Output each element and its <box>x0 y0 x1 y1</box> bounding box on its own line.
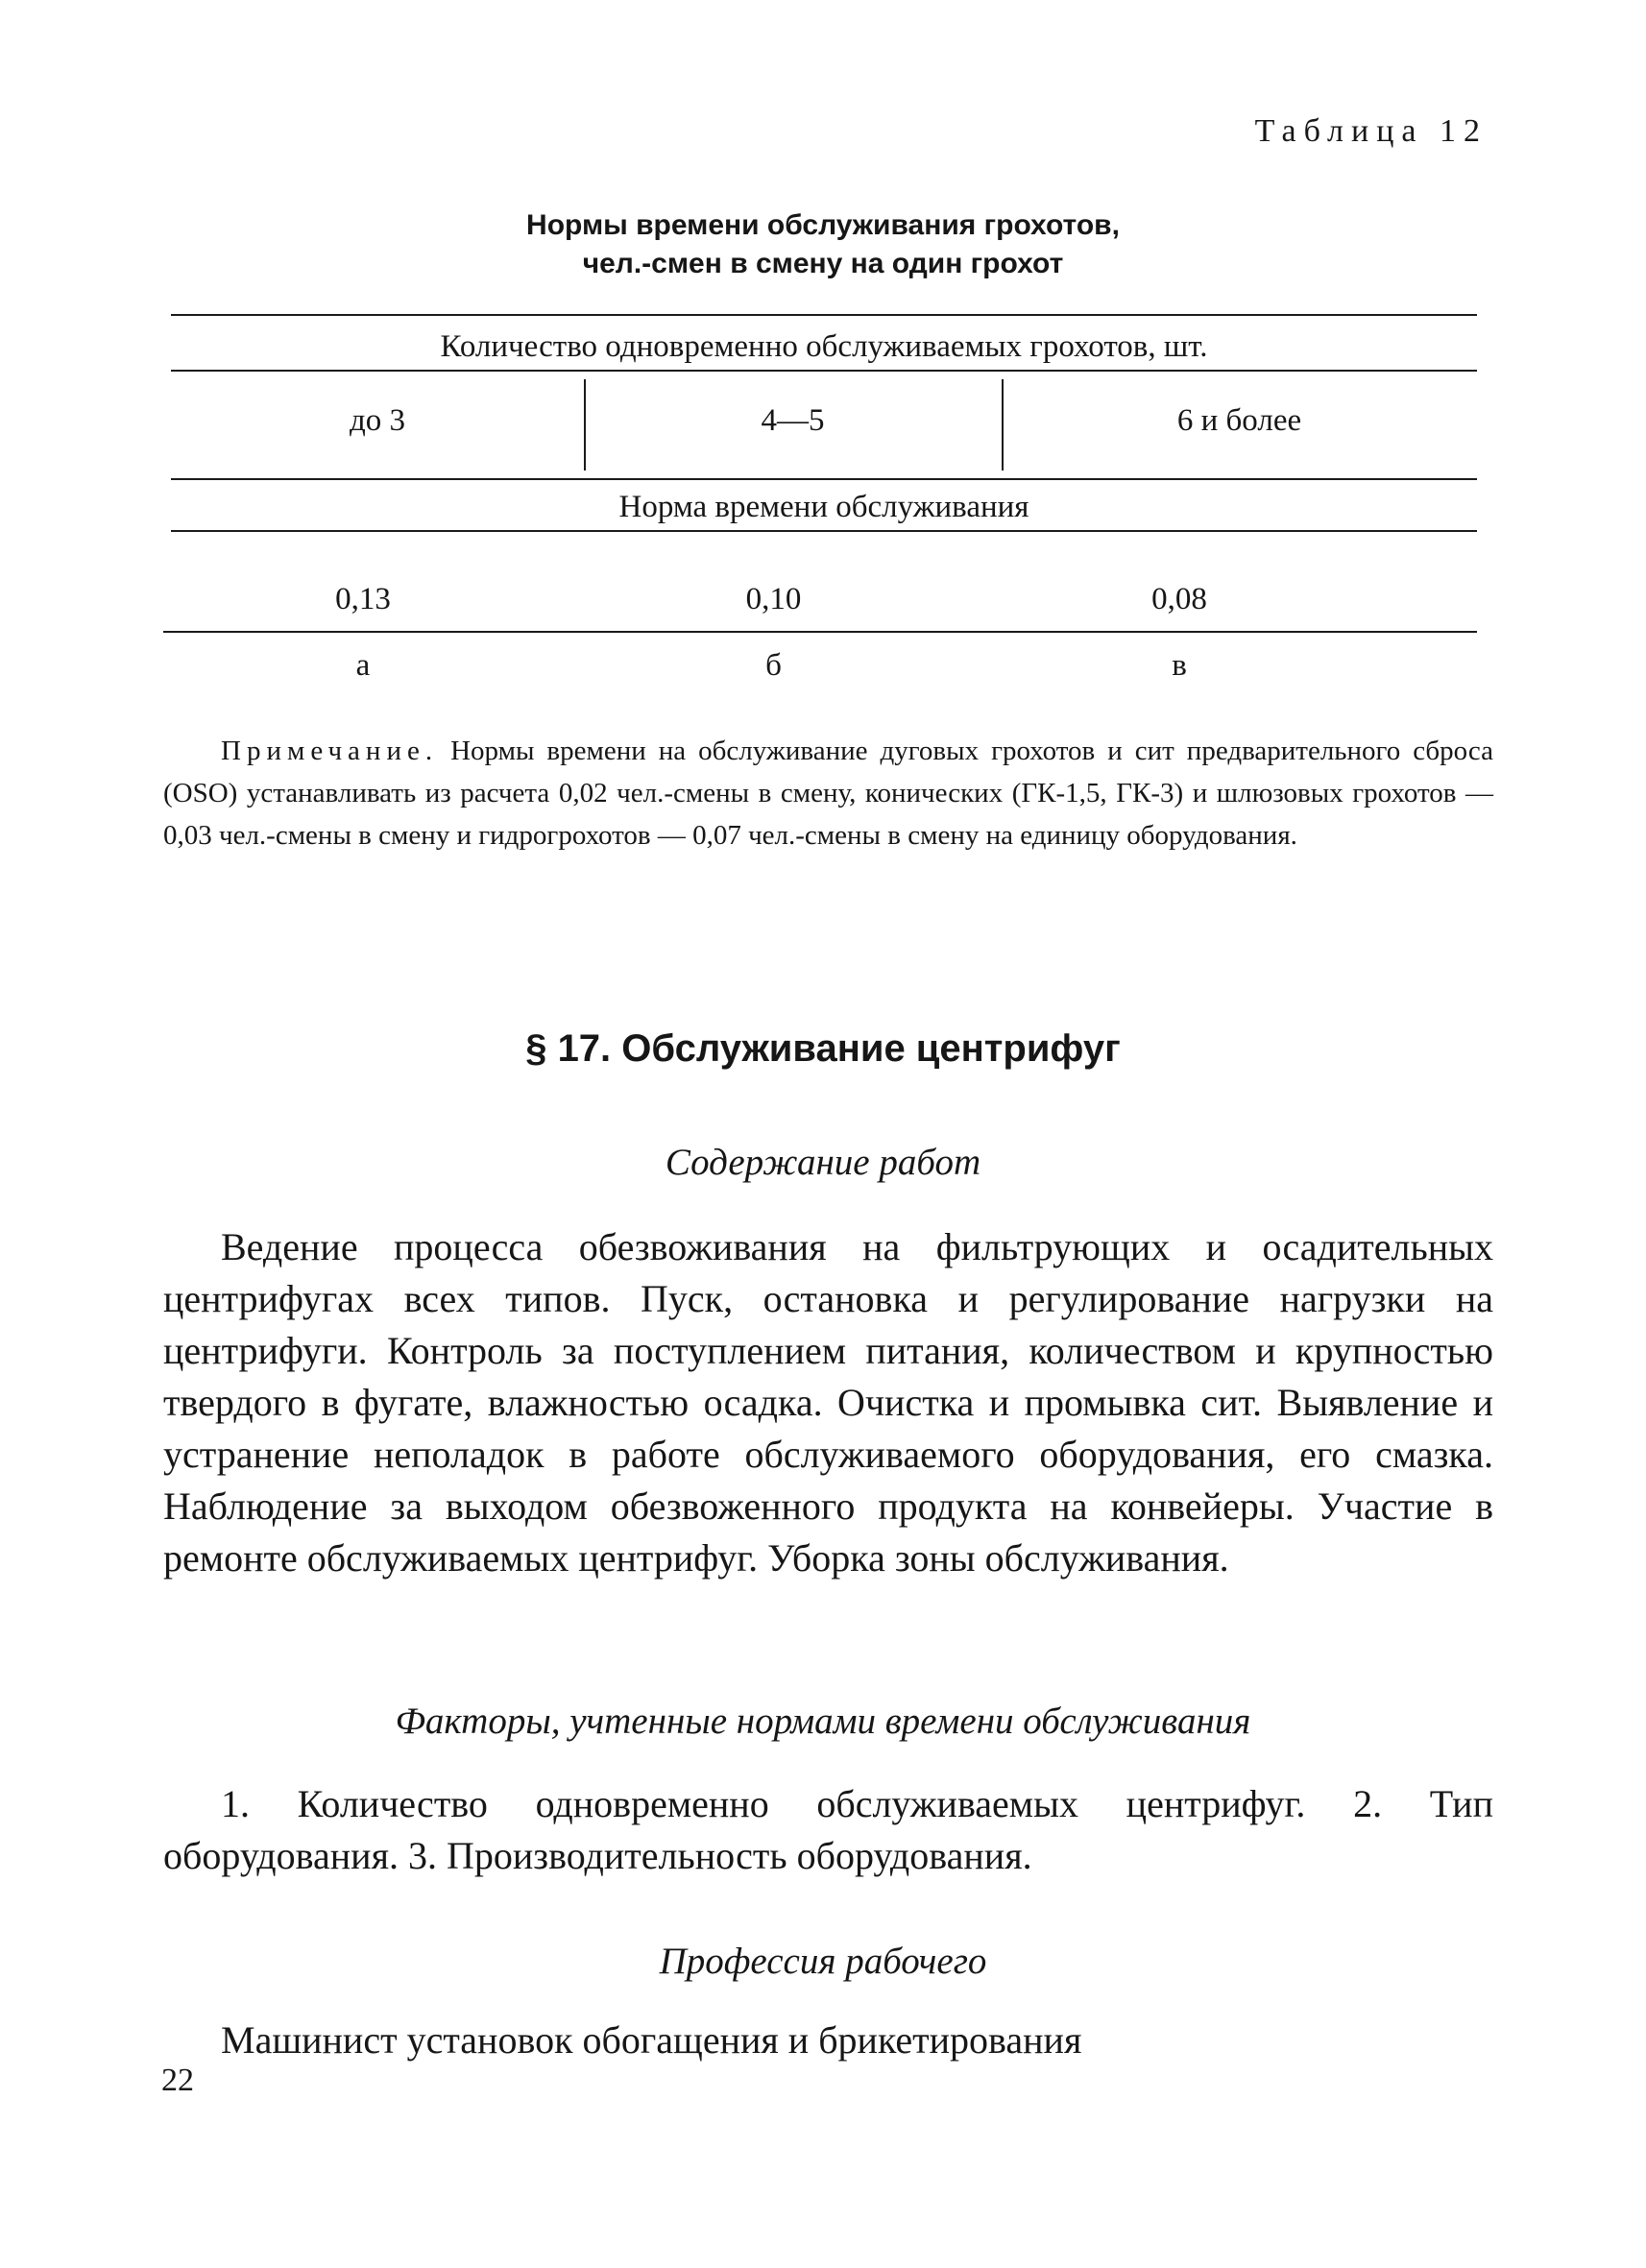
table-top-rule <box>171 314 1477 316</box>
table-label: Таблица 12 <box>1254 113 1488 149</box>
profession-heading: Профессия рабочего <box>659 1941 987 1982</box>
content-text: Ведение процесса обезвоживания на фильтрующих и осадительных центрифугах всех типов. Пуск, остановка и регулирование нагрузки на центрифуги. Контроль за поступлением питания, количеством и крупностью твердого в фугате, влажностью осадка. Очистка и промывка сит. Выявление и устранение неполадок в работе обслуживаемого оборудования, его смазка. Наблюдение за выходом обезвоженного продукта на конвейеры. Участие в ремонте обслуживаемых центрифуг. Уборка зоны обслуживания. <box>163 1225 1493 1580</box>
norm-header-rule <box>171 530 1477 532</box>
letter-cell-3: в <box>1172 648 1187 683</box>
factors-heading: Факторы, учтенные нормами времени обслуживания <box>395 1701 1251 1742</box>
value-cell-1: 0,13 <box>335 582 391 616</box>
profession-text: Машинист установок обогащения и брикетирования <box>221 2018 1082 2062</box>
content-heading: Содержание работ <box>665 1142 981 1183</box>
page-number: 22 <box>161 2063 194 2098</box>
value-cell-2: 0,10 <box>745 582 802 616</box>
table-title-line-1: Нормы времени обслуживания грохотов, <box>526 209 1120 241</box>
note-text: Нормы времени на обслуживание дуговых грохотов и сит предварительного сброса (OSO) устанавливать из расчета 0,02 чел.-смены в смену, конических (ГК-1,5, ГК-3) и шлюзовых грохотов — 0,03 чел.-смены в смену и гидрогрохотов — 0,07 чел.-смены в смену на единицу оборудования. <box>163 736 1494 851</box>
table-title <box>0 206 1646 283</box>
column-header-3: 6 и более <box>1176 403 1302 438</box>
factors-paragraph <box>163 1778 1493 1882</box>
column-header-2: 4—5 <box>761 403 825 438</box>
table-header-rule <box>171 370 1477 372</box>
letter-cell-1: а <box>355 648 371 683</box>
section-heading: § 17. Обслуживание центрифуг <box>525 1027 1121 1070</box>
table-title-line-2: чел.-смен в смену на один грохот <box>582 248 1064 279</box>
table-header-main: Количество одновременно обслуживаемых грохотов, шт. <box>440 329 1208 364</box>
content-paragraph <box>163 1221 1493 1584</box>
table-note <box>163 730 1493 857</box>
letter-cell-2: б <box>765 648 782 683</box>
factors-text: 1. Количество одновременно обслуживаемых центрифуг. 2. Тип оборудования. 3. Производительность оборудования. <box>163 1782 1493 1877</box>
norm-header: Норма времени обслуживания <box>618 490 1029 524</box>
table-columns-rule <box>171 478 1477 480</box>
note-lead: Примечание. <box>221 736 439 766</box>
table-bottom-rule <box>163 631 1477 633</box>
value-cell-3: 0,08 <box>1151 582 1207 616</box>
profession-paragraph <box>163 2015 1493 2066</box>
column-header-1: до 3 <box>349 403 406 438</box>
